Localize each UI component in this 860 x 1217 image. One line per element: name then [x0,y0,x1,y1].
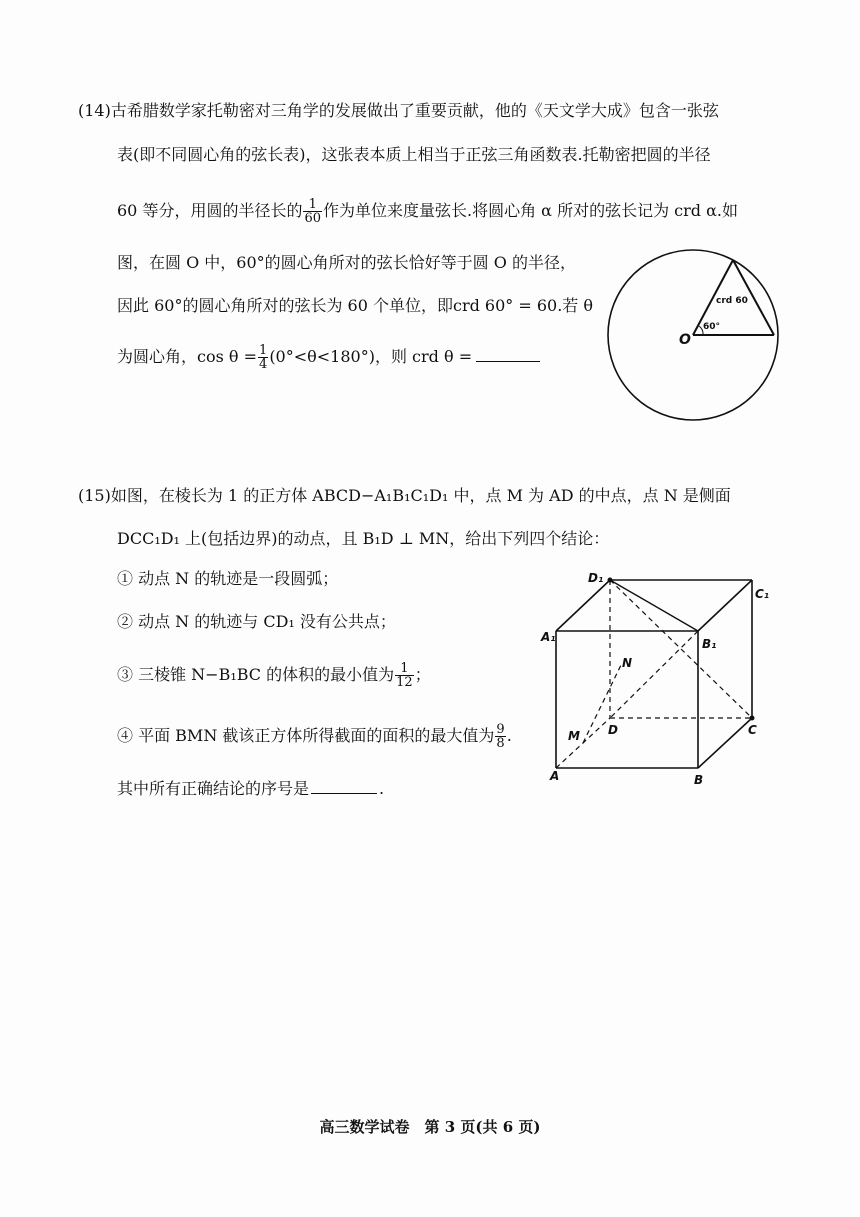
q14-line-5: 因此 60°的圆心角所对的弦长为 60 个单位，即crd 60° = 60.若 θ [117,296,594,315]
edge-bc [698,718,752,768]
label-a: A [550,769,560,783]
q15-conclusion-4: ④ 平面 BMN 截该正方体所得截面的面积的最大值为 $\frac{9}{8}$ . [117,722,512,751]
edge-a1d1 [556,580,610,631]
q15-cube-figure [538,568,774,790]
edge-b1c1 [698,580,752,631]
label-c1: C₁ [755,587,770,601]
q14-line-3: 60 等分，用圆的半径长的 $\frac{1}{60}$ 作为单位来度量弦长.将圆心角 α 所对的弦长记为 crd α.如 [117,197,738,226]
q14-line-1: (14)古希腊数学家托勒密对三角学的发展做出了重要贡献，他的《天文学大成》包含一张弦 [78,101,719,120]
angle-label: 60° [703,322,721,332]
q14-line-6: 为圆心角，cos θ = $\frac{1}{4}$ (0°<θ<180°)，则 crd θ = [117,344,540,371]
q14-line-2: 表(即不同圆心角的弦长表)，这张表本质上相当于正弦三角函数表.托勒密把圆的半径 [117,145,711,164]
label-d1: D₁ [588,571,604,585]
q15-answer-blank [311,779,377,794]
segment-d1b1 [610,580,698,631]
vertex-d1 [608,578,613,583]
q14-circle-figure [600,238,790,424]
q14-cos-fraction: $\frac{1}{4}$ [259,343,268,372]
q15-line-2: DCC₁D₁ 上(包括边界)的动点，且 B₁D ⊥ MN，给出下列四个结论： [117,529,610,548]
q14-line-4: 图，在圆 O 中，60°的圆心角所对的弦长恰好等于圆 O 的半径， [117,253,576,272]
segment-b1d [610,631,698,718]
vertex-c [750,716,755,721]
q14-fraction: $\frac{1}{60}$ [304,197,321,226]
label-a1: A₁ [541,630,556,644]
q15-line-1: (15)如图，在棱长为 1 的正方体 ABCD−A₁B₁C₁D₁ 中，点 M 为 AD 的中点，点 N 是侧面 [78,486,731,505]
label-m: M [568,729,580,743]
label-d: D [608,723,618,737]
q15-volume-fraction: $\frac{1}{12}$ [396,661,413,690]
q15-conclusion-3: ③ 三棱锥 N−B₁BC 的体积的最小值为 $\frac{1}{12}$ ； [117,661,431,690]
label-c: C [748,723,757,737]
label-b: B [694,773,704,787]
q15-area-fraction: $\frac{9}{8}$ [496,722,505,751]
label-n: N [622,656,633,670]
q15-conclusion-2: ② 动点 N 的轨迹与 CD₁ 没有公共点； [117,612,396,631]
center-label-o: O [679,332,691,348]
q14-answer-blank [476,347,540,362]
label-b1: B₁ [702,637,717,651]
chord-label: crd 60 [716,296,748,306]
page-footer: 高三数学试卷 第 3 页(共 6 页) [319,1118,541,1136]
q15-answer-line: 其中所有正确结论的序号是 . [117,779,385,798]
q15-conclusion-1: ① 动点 N 的轨迹是一段圆弧； [117,569,339,588]
